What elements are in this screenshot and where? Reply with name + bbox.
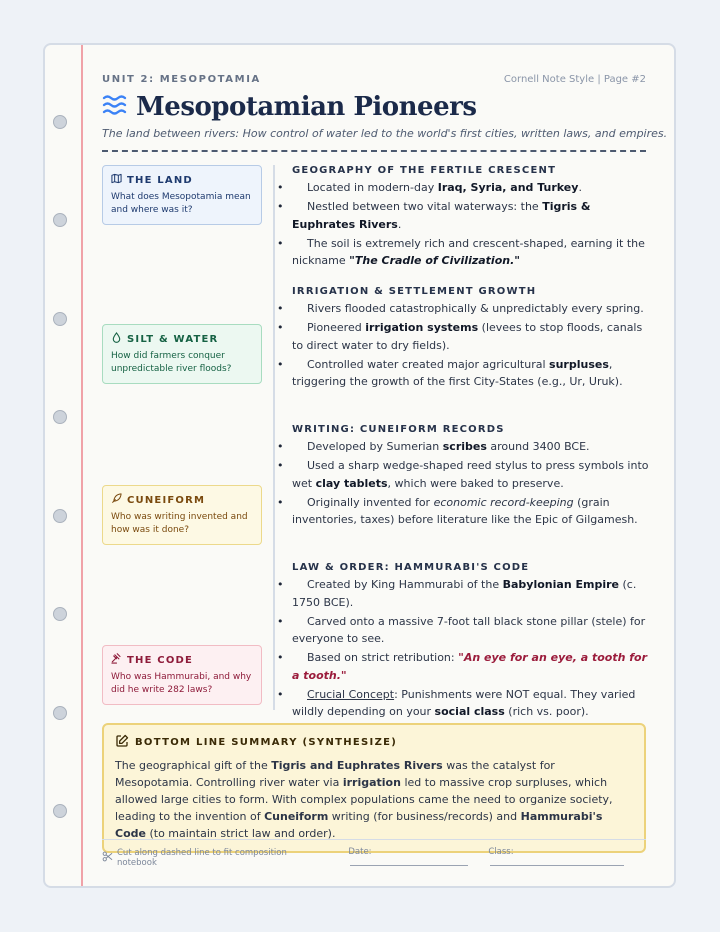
binder-hole <box>53 804 67 818</box>
binder-hole <box>53 115 67 129</box>
note-section-writing <box>292 424 652 529</box>
cue-card-silt-water <box>102 324 262 384</box>
text-run: Located in modern-day <box>307 181 438 194</box>
note-bullet <box>292 457 652 492</box>
cue-column-divider <box>273 165 275 710</box>
cue-title: CUNEIFORM <box>127 494 206 506</box>
summary-box <box>102 723 646 853</box>
note-bullet <box>292 198 652 233</box>
note-section-irrigation <box>292 286 652 391</box>
note-bullet <box>292 319 652 354</box>
cue-title: THE LAND <box>127 174 193 186</box>
cue-question: Who was writing invented and how was it done? <box>111 512 248 535</box>
map-icon <box>111 173 127 187</box>
binder-hole <box>53 410 67 424</box>
text-run: . <box>397 217 402 231</box>
margin-line <box>81 45 83 886</box>
binder-hole <box>53 213 67 227</box>
cue-card-code <box>102 645 262 705</box>
cut-label: Cut along dashed line to fit composition notebook <box>117 848 287 868</box>
cue-question: How did farmers conquer unpredictable river floods? <box>111 351 232 374</box>
text-run: economic record-keeping <box>433 495 574 509</box>
text-run: Controlled water created major agricultural <box>307 357 550 371</box>
text-run: "An eye for an eye, a tooth for a tooth." <box>292 651 648 682</box>
text-run: writing (for business/records) and <box>328 810 521 823</box>
footer <box>102 847 646 869</box>
scissors-icon <box>102 851 117 865</box>
text-run: The soil is extremely rich and crescent-shaped, earning it the nickname <box>292 236 645 267</box>
summary-text <box>115 757 633 842</box>
dashed-divider <box>102 150 646 152</box>
note-heading: GEOGRAPHY OF THE FERTILE CRESCENT <box>292 165 557 176</box>
text-run: scribes <box>442 440 487 453</box>
note-list <box>292 300 652 391</box>
footer-divider <box>102 839 646 840</box>
cue-card-land <box>102 165 262 225</box>
text-run: was the catalyst for Mesopotamia. Controlling river water via <box>115 759 555 789</box>
notebook-page <box>43 43 676 888</box>
date-blank[interactable] <box>350 857 468 866</box>
note-list <box>292 179 652 270</box>
note-list <box>292 576 652 721</box>
text-run: Based on strict retribution: <box>307 651 459 664</box>
text-run: Cuneiform <box>264 810 329 823</box>
text-run: , which were baked to preserve. <box>387 476 564 490</box>
note-bullet <box>292 686 652 721</box>
unit-label: UNIT 2: MESOPOTAMIA <box>102 74 261 85</box>
date-label: Date: <box>348 847 372 857</box>
cue-title: THE CODE <box>127 654 194 666</box>
summary-heading: BOTTOM LINE SUMMARY (SYNTHESIZE) <box>135 737 398 748</box>
page-style-label: Cornell Note Style | Page #2 <box>503 74 646 85</box>
text-run: Rivers flooded catastrophically & unpredictably every spring. <box>307 302 644 315</box>
cue-question: What does Mesopotamia mean and where was it? <box>111 192 251 215</box>
quill-icon <box>111 493 127 507</box>
binder-hole <box>53 706 67 720</box>
text-run: (c. 1750 BCE). <box>292 578 637 609</box>
note-heading: IRRIGATION & SETTLEMENT GROWTH <box>292 286 537 297</box>
text-run: Nestled between two vital waterways: the <box>307 200 543 213</box>
note-bullet <box>292 576 652 611</box>
page-subtitle: The land between rivers: How control of water led to the world's first cities, written laws, and empires. <box>102 127 668 140</box>
text-run: Tigris & Euphrates Rivers <box>292 200 591 231</box>
cue-card-cuneiform <box>102 485 262 545</box>
title-row <box>102 92 476 122</box>
gavel-icon <box>111 653 127 667</box>
text-run: (grain inventories, taxes) before literature like the Epic of Gilgamesh. <box>292 495 638 526</box>
text-run: Hammurabi's Code <box>115 810 603 840</box>
binder-hole <box>53 509 67 523</box>
text-run: (to maintain strict law and order). <box>145 827 336 840</box>
class-field[interactable] <box>488 847 646 869</box>
text-run: Iraq, Syria, and Turkey <box>437 181 579 194</box>
note-list <box>292 438 652 529</box>
text-run: Tigris and Euphrates Rivers <box>271 759 443 772</box>
note-bullet <box>292 235 652 270</box>
class-blank[interactable] <box>490 857 624 866</box>
note-bullet <box>292 494 652 529</box>
text-run: social class <box>434 705 505 718</box>
text-run: Created by King Hammurabi of the <box>307 578 503 591</box>
text-run: surpluses <box>549 357 609 371</box>
text-run: , triggering the growth of the first City-States (e.g., Ur, Uruk). <box>292 357 623 388</box>
note-section-geography <box>292 165 652 270</box>
text-run: Babylonian Empire <box>502 578 619 591</box>
date-field[interactable] <box>348 847 488 869</box>
text-run: The geographical gift of the <box>115 759 272 772</box>
text-run: : Punishments were NOT equal. They varied wildly depending on your <box>292 687 636 718</box>
note-heading: LAW & ORDER: HAMMURABI'S CODE <box>292 562 530 573</box>
text-run: Carved onto a massive 7-foot tall black stone pillar (stele) for everyone to see. <box>292 614 646 645</box>
text-run: Originally invented for <box>307 495 434 509</box>
cue-title: SILT & WATER <box>127 333 219 345</box>
text-run: clay tablets <box>315 476 388 490</box>
text-run: around 3400 BCE. <box>486 440 590 453</box>
text-run: (rich vs. poor). <box>504 705 589 718</box>
note-bullet <box>292 300 652 318</box>
cue-question: Who was Hammurabi, and why did he write 282 laws? <box>111 672 252 695</box>
edit-note-icon <box>115 734 135 751</box>
note-bullet <box>292 649 652 684</box>
note-bullet <box>292 613 652 648</box>
text-run: (levees to stop floods, canals to direct water to dry fields). <box>292 321 643 352</box>
text-run: led to massive crop surpluses, which allowed large cities to form. With complex populations came the need to organize society, leading to the invention of <box>115 776 613 823</box>
text-run: irrigation <box>342 776 401 789</box>
text-run: Crucial Concept <box>307 687 395 701</box>
text-run: Pioneered <box>307 321 366 334</box>
class-label: Class: <box>488 847 514 857</box>
binder-hole <box>53 312 67 326</box>
page-title: Mesopotamian Pioneers <box>136 92 477 122</box>
water-drop-icon <box>111 332 127 346</box>
text-run: irrigation systems <box>365 321 479 334</box>
cut-instruction <box>102 848 324 868</box>
note-section-law <box>292 562 652 721</box>
text-run: . <box>578 181 582 194</box>
waves-icon <box>102 93 130 121</box>
binder-hole <box>53 607 67 621</box>
note-bullet <box>292 438 652 456</box>
note-heading: WRITING: CUNEIFORM RECORDS <box>292 424 505 435</box>
text-run: "The Cradle of Civilization." <box>349 254 521 267</box>
text-run: Used a sharp wedge-shaped reed stylus to press symbols into wet <box>292 459 649 490</box>
note-bullet <box>292 356 652 391</box>
note-bullet <box>292 179 652 197</box>
text-run: Developed by Sumerian <box>307 440 443 453</box>
